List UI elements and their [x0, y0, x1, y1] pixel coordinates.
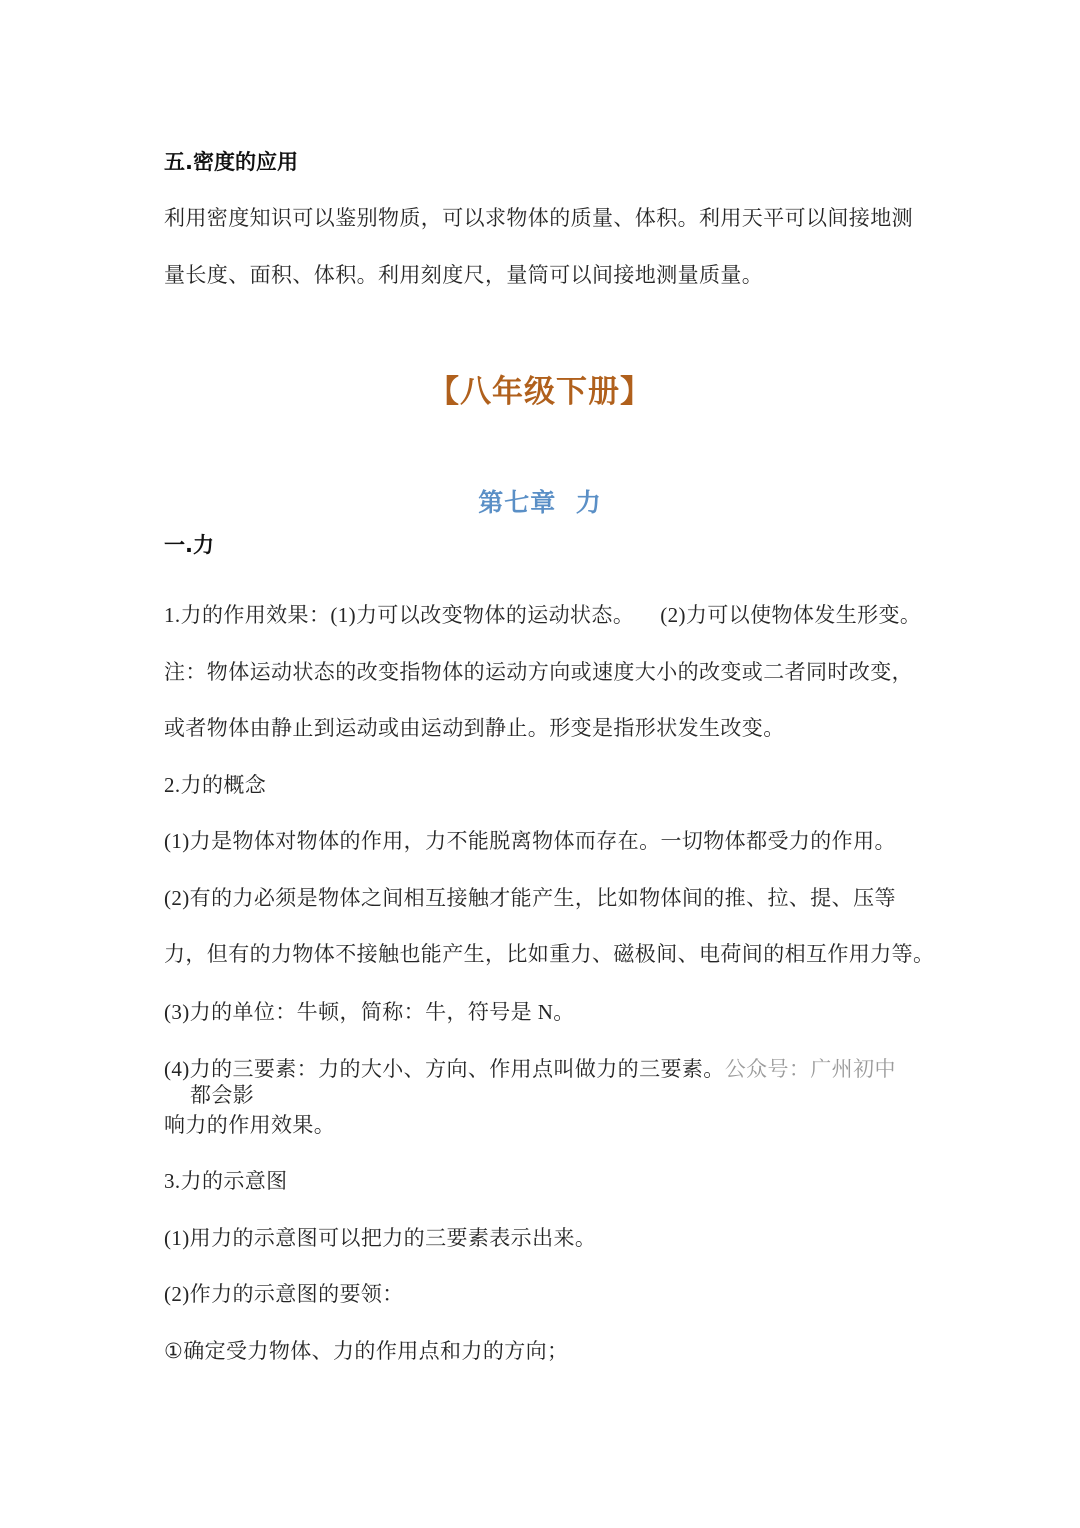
- note-line-1: 注：物体运动状态的改变指物体的运动方向或速度大小的改变或二者同时改变，: [164, 660, 913, 684]
- item-2-1: (1)力是物体对物体的作用，力不能脱离物体而存在。一切物体都受力的作用。: [164, 829, 896, 853]
- item-3-heading: 3.力的示意图: [164, 1169, 288, 1193]
- item-2-4-main: (4)力的三要素：力的大小、方向、作用点叫做力的三要素。: [164, 1057, 725, 1081]
- item-2-3: (3)力的单位：牛顿，简称：牛，符号是 N。: [164, 1000, 575, 1024]
- item-3-1: (1)用力的示意图可以把力的三要素表示出来。: [164, 1226, 597, 1250]
- grade-title: 【八年级下册】: [428, 374, 652, 410]
- item-2-4-line: [164, 1053, 896, 1083]
- item-2-2-line-1: (2)有的力必须是物体之间相互接触才能产生，比如物体间的推、拉、提、压等: [164, 886, 896, 910]
- section-5-heading: 五.密度的应用: [164, 150, 298, 174]
- item-1-part-a: 1.力的作用效果：(1)力可以改变物体的运动状态。: [164, 603, 635, 627]
- item-3-2-a: ①确定受力物体、力的作用点和力的方向；: [164, 1339, 569, 1363]
- section-5-line-1: 利用密度知识可以鉴别物质，可以求物体的质量、体积。利用天平可以间接地测: [164, 206, 913, 230]
- item-1-line: [164, 599, 921, 629]
- item-1-part-b: (2)力可以使物体发生形变。: [660, 603, 922, 627]
- note-line-2: 或者物体由静止到运动或由运动到静止。形变是指形状发生改变。: [164, 716, 785, 740]
- section-1-heading: 一.力: [164, 533, 214, 557]
- item-3-2: (2)作力的示意图的要领：: [164, 1282, 404, 1306]
- item-2-4-wrap: 都会影: [190, 1083, 255, 1107]
- watermark-text: 公众号：广州初中: [724, 1057, 896, 1081]
- section-5-line-2: 量长度、面积、体积。利用刻度尺，量筒可以间接地测量质量。: [164, 263, 764, 287]
- chapter-title: 第七章 力: [478, 488, 602, 517]
- item-2-4-end: 响力的作用效果。: [164, 1113, 336, 1137]
- item-2-heading: 2.力的概念: [164, 773, 267, 797]
- item-2-2-line-2: 力，但有的力物体不接触也能产生，比如重力、磁极间、电荷间的相互作用力等。: [164, 942, 935, 966]
